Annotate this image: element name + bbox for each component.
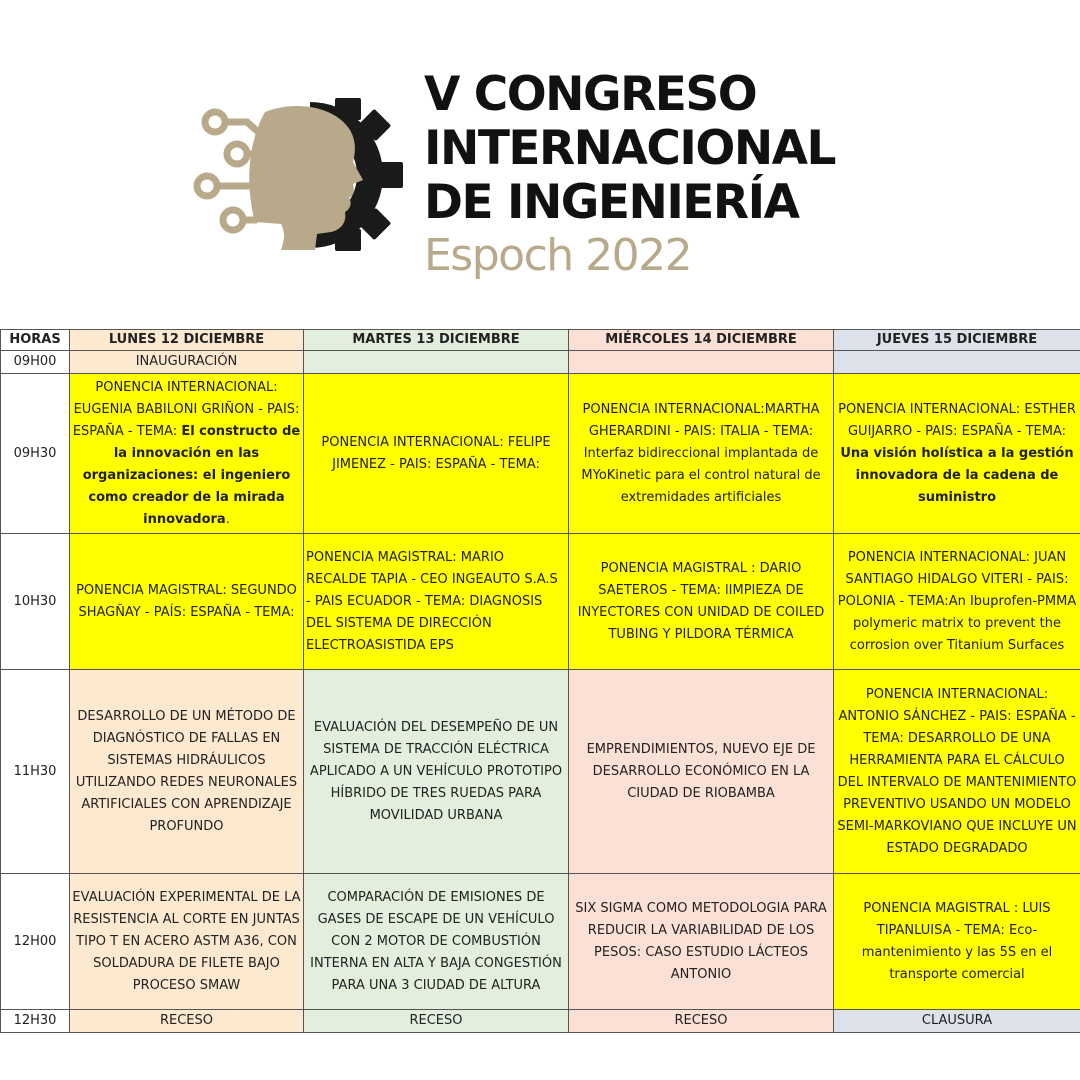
header-tuesday: MARTES 13 DICIEMBRE bbox=[304, 330, 569, 351]
session-topic: El constructo de la innovación en las organizaciones: el ingeniero como creador de la mirada innovadora bbox=[82, 423, 301, 527]
header-hours: HORAS bbox=[1, 330, 70, 351]
schedule-cell: INAUGURACIÓN bbox=[70, 351, 304, 374]
schedule-cell: RECESO bbox=[304, 1010, 569, 1033]
schedule-cell: PONENCIA MAGISTRAL : DARIO SAETEROS - TEMA: lIMPIEZA DE INYECTORES CON UNIDAD DE COILED TUBING Y PILDORA TÉRMICA bbox=[569, 534, 834, 670]
hour-cell: 12H30 bbox=[1, 1010, 70, 1033]
table-header-row bbox=[1, 330, 1080, 351]
hour-cell: 09H00 bbox=[1, 351, 70, 374]
table-row bbox=[1, 874, 1080, 1010]
header-thursday: JUEVES 15 DICIEMBRE bbox=[834, 330, 1080, 351]
session-speaker: PONENCIA INTERNACIONAL: EUGENIA BABILONI GRIÑON - PAIS: ESPAÑA - TEMA: bbox=[72, 379, 300, 439]
title-line-3: DE INGENIERÍA bbox=[424, 175, 799, 230]
session-speaker: PONENCIA INTERNACIONAL: ESTHER GUIJARRO - PAIS: ESPAÑA - TEMA: bbox=[838, 401, 1076, 439]
table-row bbox=[1, 1010, 1080, 1033]
schedule-cell: EVALUACIÓN DEL DESEMPEÑO DE UN SISTEMA DE TRACCIÓN ELÉCTRICA APLICADO A UN VEHÍCULO PROTOTIPO HÍBRIDO DE TRES RUEDAS PARA MOVILIDAD URBANA bbox=[304, 670, 569, 874]
hour-cell: 09H30 bbox=[1, 374, 70, 534]
title-line-1: V CONGRESO bbox=[424, 67, 757, 122]
session-tail: . bbox=[225, 511, 230, 527]
hour-cell: 12H00 bbox=[1, 874, 70, 1010]
header bbox=[0, 0, 1080, 328]
table-row bbox=[1, 534, 1080, 670]
schedule-cell: SIX SIGMA COMO METODOLOGIA PARA REDUCIR LA VARIABILIDAD DE LOS PESOS: CASO ESTUDIO LÁCTEOS ANTONIO bbox=[569, 874, 834, 1010]
header-monday: LUNES 12 DICIEMBRE bbox=[70, 330, 304, 351]
gear-head-circuit-icon bbox=[185, 92, 410, 257]
table-row bbox=[1, 351, 1080, 374]
table-row bbox=[1, 374, 1080, 534]
schedule-cell: PONENCIA MAGISTRAL: MARIO RECALDE TAPIA - CEO INGEAUTO S.A.S - PAIS ECUADOR - TEMA: DIAGNOSIS DEL SISTEMA DE DIRECCIÓN ELECTROASISTIDA EPS bbox=[304, 534, 569, 670]
congress-title bbox=[424, 68, 835, 280]
schedule-cell: CLAUSURA bbox=[834, 1010, 1080, 1033]
table-row bbox=[1, 670, 1080, 874]
schedule-cell: RECESO bbox=[569, 1010, 834, 1033]
schedule-cell: RECESO bbox=[70, 1010, 304, 1033]
schedule-cell: EMPRENDIMIENTOS, NUEVO EJE DE DESARROLLO ECONÓMICO EN LA CIUDAD DE RIOBAMBA bbox=[569, 670, 834, 874]
schedule-cell bbox=[304, 351, 569, 374]
schedule-cell bbox=[569, 351, 834, 374]
hour-cell: 10H30 bbox=[1, 534, 70, 670]
schedule-cell: PONENCIA INTERNACIONAL:MARTHA GHERARDINI - PAIS: ITALIA - TEMA: Interfaz bidireccional implantada de MYoKinetic para el control natural de extremidades artificiales bbox=[569, 374, 834, 534]
title-line-2: INTERNACIONAL bbox=[424, 121, 835, 176]
schedule-cell: PONENCIA MAGISTRAL: SEGUNDO SHAGÑAY - PAÍS: ESPAÑA - TEMA: bbox=[70, 534, 304, 670]
schedule-cell: EVALUACIÓN EXPERIMENTAL DE LA RESISTENCIA AL CORTE EN JUNTAS TIPO T EN ACERO ASTM A36, CON SOLDADURA DE FILETE BAJO PROCESO SMAW bbox=[70, 874, 304, 1010]
schedule-cell: COMPARACIÓN DE EMISIONES DE GASES DE ESCAPE DE UN VEHÍCULO CON 2 MOTOR DE COMBUSTIÓN INTERNA EN ALTA Y BAJA CONGESTIÓN PARA UNA 3 CIUDAD DE ALTURA bbox=[304, 874, 569, 1010]
subtitle: Espoch 2022 bbox=[424, 230, 692, 281]
schedule-cell bbox=[834, 351, 1080, 374]
header-wednesday: MIÉRCOLES 14 DICIEMBRE bbox=[569, 330, 834, 351]
schedule-cell: PONENCIA MAGISTRAL : LUIS TIPANLUISA - TEMA: Eco-mantenimiento y las 5S en el transporte comercial bbox=[834, 874, 1080, 1010]
schedule-cell: PONENCIA INTERNACIONAL: JUAN SANTIAGO HIDALGO VITERI - PAIS: POLONIA - TEMA:An Ibuprofen-PMMA polymeric matrix to prevent the corrosion over Titanium Surfaces bbox=[834, 534, 1080, 670]
schedule-cell: PONENCIA INTERNACIONAL: ANTONIO SÁNCHEZ - PAIS: ESPAÑA - TEMA: DESARROLLO DE UNA HERRAMIENTA PARA EL CÁLCULO DEL INTERVALO DE MANTENIMIENTO PREVENTIVO USANDO UN MODELO SEMI-MARKOVIANO QUE INCLUYE UN ESTADO DEGRADADO bbox=[834, 670, 1080, 874]
hour-cell: 11H30 bbox=[1, 670, 70, 874]
schedule-table bbox=[0, 329, 1080, 1033]
schedule-cell bbox=[834, 374, 1080, 534]
session-topic: Una visión holística a la gestión innovadora de la cadena de suministro bbox=[840, 445, 1074, 505]
schedule-cell: DESARROLLO DE UN MÉTODO DE DIAGNÓSTICO DE FALLAS EN SISTEMAS HIDRÁULICOS UTILIZANDO REDES NEURONALES ARTIFICIALES CON APRENDIZAJE PROFUNDO bbox=[70, 670, 304, 874]
schedule-cell bbox=[70, 374, 304, 534]
schedule-cell: PONENCIA INTERNACIONAL: FELIPE JIMENEZ - PAIS: ESPAÑA - TEMA: bbox=[304, 374, 569, 534]
